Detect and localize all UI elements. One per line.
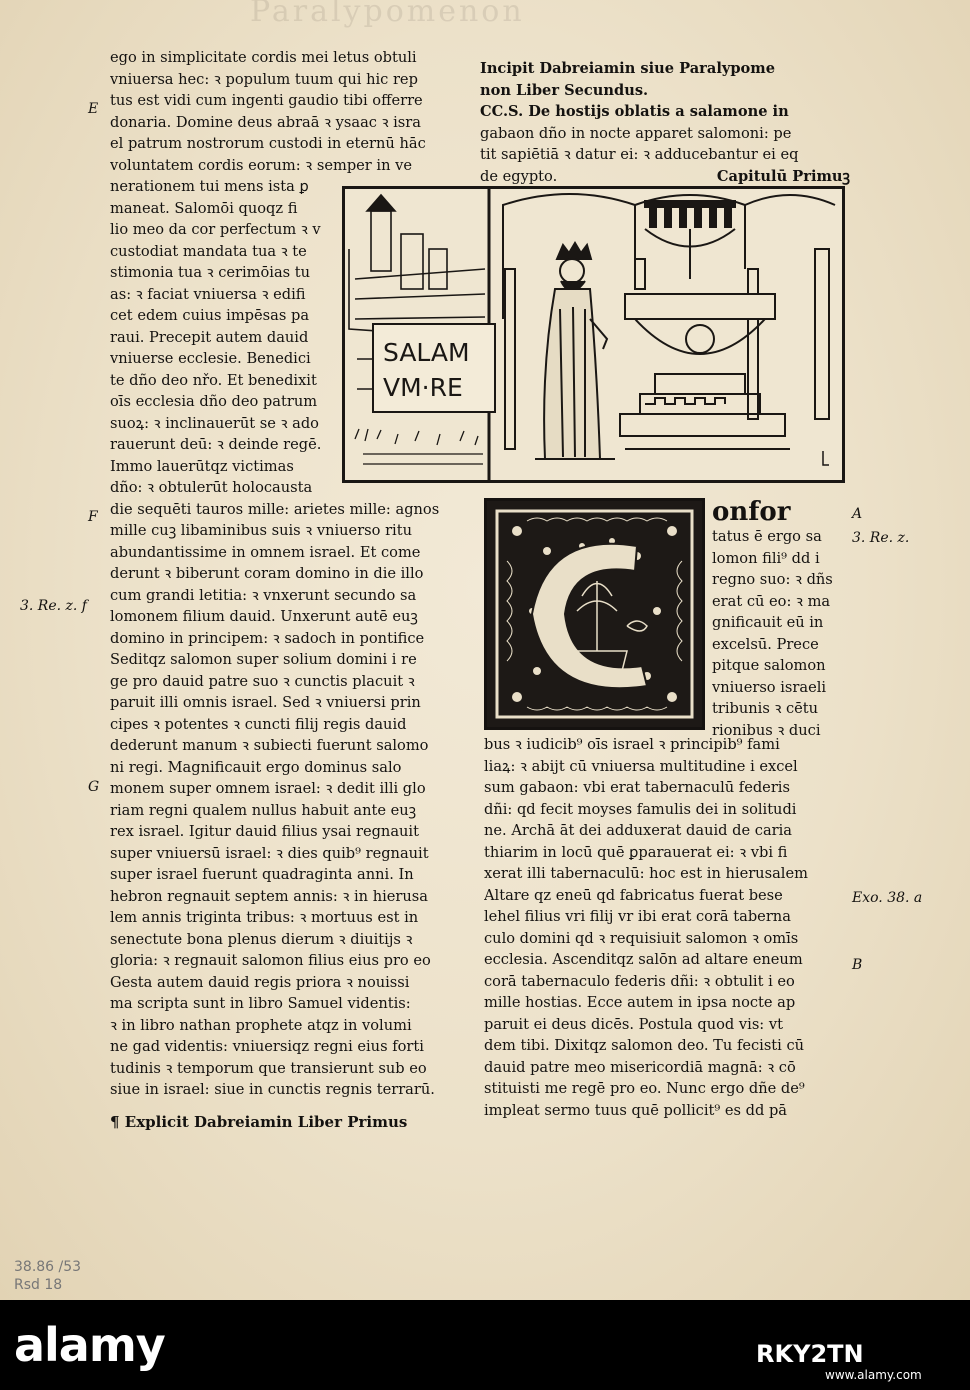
text-line: voluntatem cordis eorum: ꝛ semper in ve — [110, 156, 413, 174]
text-line: pitque salomon — [712, 657, 826, 674]
text-line: dñi: qd fecit moyses famulis dei in solitudi — [484, 800, 797, 818]
margin-note-e: E — [88, 101, 99, 117]
text-line: liaꝝ: ꝛ abijt cū vniuersa multitudine i excel — [484, 757, 798, 775]
text-line: derunt ꝛ biberunt coram domino in die illo — [110, 565, 424, 582]
text-line: vniuerse ecclesie. Benedici — [110, 350, 311, 367]
text-line: sum gabaon: vbi erat tabernaculū federis — [484, 779, 790, 796]
text-line: Gesta autem dauid regis priora ꝛ nouissi — [110, 973, 410, 991]
text-line: dederunt manum ꝛ subiecti fuerunt salomo — [110, 737, 429, 754]
text-line: el patrum nostrorum custodi in eternū hāc — [110, 135, 426, 152]
text-line: riam regni qualem nullus habuit ante euꝫ — [110, 801, 417, 819]
text-line: oīs ecclesia dño deo patrum — [110, 393, 318, 410]
text-line: Seditqz salomon super solium domini i re — [110, 651, 417, 668]
text-line: dño: ꝛ obtulerūt holocausta — [110, 479, 313, 496]
text-line: ne gad videntis: vniuersiqz regni eius forti — [110, 1038, 424, 1055]
text-line: erat cū eo: ꝛ ma — [712, 592, 831, 610]
text-line: corā tabernaculo federis dñi: ꝛ obtulit i eo — [484, 972, 795, 990]
margin-note-a: A — [852, 506, 863, 522]
text-line: suoꝝ: ꝛ inclinauerūt se ꝛ ado — [110, 414, 319, 432]
text-line: tatus ē ergo sa — [712, 528, 822, 545]
text-line: paruit ei deus dicēs. Postula quod vis: vt — [484, 1015, 783, 1033]
text-line: stituisti me regē pro eo. Nunc ergo dñe de⁹ — [484, 1080, 805, 1097]
text-line: donaria. Domine deus abraā ꝛ ysaac ꝛ isra — [110, 113, 421, 131]
text-line: rionibus ꝛ duci — [712, 721, 821, 739]
text-line: mille hostias. Ecce autem in ipsa nocte ap — [484, 994, 796, 1011]
margin-note-g: G — [88, 779, 100, 795]
text-line: gloria: ꝛ regnauit salomon filius eius pro eo — [110, 952, 431, 969]
text-line: lehel filius vri filij vr ibi erat corā taberna — [484, 908, 791, 925]
text-line: regno suo: ꝛ dñs — [712, 571, 833, 588]
text-line: dauid patre meo misericordiā magnā: ꝛ cō — [484, 1058, 796, 1076]
text-line: vniuerso israeli — [712, 678, 827, 696]
text-line: Incipit Dabreiamin siue Paralypome — [480, 60, 776, 77]
text-line: CC.S. De hostijs oblatis a salamone in — [480, 103, 789, 120]
paragraph-mark-icon: ¶ — [110, 1113, 120, 1131]
margin-note-f: F — [88, 509, 98, 525]
text-line: cipes ꝛ potentes ꝛ cuncti filij regis dauid — [110, 715, 407, 733]
text-line: onfor — [712, 498, 791, 526]
text-line: domino in principem: ꝛ sadoch in pontifice — [110, 629, 425, 647]
text-line: abundantissime in omnem israel. Et come — [110, 543, 421, 561]
text-line: mille cuꝫ libaminibus suis ꝛ vniuerso ritu — [110, 522, 412, 539]
text-line: gabaon dño in nocte apparet salomoni: pe — [480, 124, 792, 142]
decorated-initial-c — [484, 498, 705, 730]
text-line: raui. Precepit autem dauid — [110, 328, 309, 346]
site-url: www.alamy.com — [825, 1368, 922, 1382]
text-line: ego in simplicitate cordis mei letus obtuli — [110, 49, 417, 66]
text-line: stimonia tua ꝛ cerimōias tu — [110, 264, 311, 281]
text-line: hebron regnauit septem annis: ꝛ in hierusa — [110, 887, 428, 905]
margin-note-exo: Exo. 38. a — [852, 890, 923, 906]
text-line: cum grandi letitia: ꝛ vnxerunt secundo sa — [110, 586, 417, 604]
text-line: thiarim in locū quē ꝑparauerat ei: ꝛ vbi fi — [484, 843, 788, 861]
text-line: culo domini qd ꝛ requisiuit salomon ꝛ omīs — [484, 929, 799, 947]
text-line: super israel fuerunt quadraginta anni. In — [110, 866, 414, 883]
text-line: paruit illi omnis israel. Sed ꝛ vniuersi prin — [110, 694, 421, 711]
text-line: as: ꝛ faciat vniuersa ꝛ edifi — [110, 285, 306, 303]
margin-note-3rez-left: 3. Re. z. f — [20, 598, 87, 614]
text-line: custodiat mandata tua ꝛ te — [110, 242, 307, 260]
right-top-heading — [480, 58, 850, 187]
text-line: ni regi. Magnificauit ergo dominus salo — [110, 758, 402, 776]
text-line: lio meo da cor perfectum ꝛ v — [110, 221, 321, 238]
text-line: die sequēti tauros mille: arietes mille: agnos — [110, 500, 440, 518]
text-line: xerat illi tabernaculū: hoc est in hierusalem — [484, 865, 808, 882]
text-line: dem tibi. Dixitqz salomon deo. Tu fecisti cū — [484, 1037, 805, 1054]
text-line: ecclesia. Ascenditqz salōn ad altare eneum — [484, 951, 803, 968]
text-line: excelsū. Prece — [712, 635, 819, 653]
text-line: monem super omnem israel: ꝛ dedit illi glo — [110, 780, 426, 797]
text-line: tribunis ꝛ cētu — [712, 700, 819, 717]
show-through-text: Paralypomenon — [250, 0, 525, 29]
text-line: ꝛ in libro nathan prophete atqz in volumi — [110, 1016, 412, 1034]
text-line: siue in israel: siue in cunctis regnis terrarū. — [110, 1081, 435, 1098]
text-line: cet edem cuius impēsas pa — [110, 307, 310, 324]
text-line: tudinis ꝛ temporum que transierunt sub eo — [110, 1059, 427, 1077]
margin-note-b: B — [852, 957, 863, 973]
text-line: non Liber Secundus. — [480, 81, 649, 99]
text-line: rauerunt deū: ꝛ deinde regē. — [110, 436, 322, 453]
text-line: ge pro dauid patre suo ꝛ cunctis placuit ꝛ — [110, 672, 415, 690]
woodcut-illustration — [342, 186, 845, 483]
text-line: rex israel. Igitur dauid filius ysai regnauit — [110, 823, 419, 840]
text-line: super vniuersū israel: ꝛ dies quib⁹ regnauit — [110, 844, 429, 862]
text-line: tit sapiētiā ꝛ datur ei: ꝛ adducebantur ei eq — [480, 146, 799, 163]
text-line: tus est vidi cum ingenti gaudio tibi offerre — [110, 92, 423, 109]
text-line: Altare qz eneū qd fabricatus fuerat bese — [484, 886, 783, 904]
text-line: impleat sermo tuus quē pollicit⁹ es dd pā — [484, 1101, 787, 1119]
initial-c-ornament — [487, 501, 702, 727]
text-line: lomon fili⁹ dd i — [712, 549, 820, 567]
alamy-logo — [14, 1318, 165, 1372]
text-line: lomonem filium dauid. Unxerunt autē euꝫ — [110, 608, 418, 625]
king-solomon-woodcut — [345, 189, 842, 480]
text-line: gnificauit eū in — [712, 614, 824, 631]
text-line: vniuersa hec: ꝛ populum tuum qui hic rep — [110, 70, 418, 88]
right-bottom-column — [484, 734, 854, 1121]
text-line: bus ꝛ iudicib⁹ oīs israel ꝛ principib⁹ fami — [484, 736, 780, 753]
text-line: te dño deo nřo. Et benedixit — [110, 371, 317, 389]
logo-full: alamy — [14, 1318, 165, 1372]
text-line: Immo lauerūtqz victimas — [110, 457, 294, 475]
right-beside-initial — [712, 498, 862, 741]
margin-note-3rez-right: 3. Re. z. — [852, 530, 910, 546]
image-id: RKY2TN — [756, 1340, 864, 1368]
text-line: ne. Archā āt dei adduxerat dauid de caria — [484, 822, 792, 839]
text-line: maneat. Salomōi quoqz fi — [110, 199, 298, 217]
text-line: ma scripta sunt in libro Samuel videntis: — [110, 995, 411, 1012]
pencil-annotation: 38.86 /53 Rsd 18 — [14, 1259, 82, 1293]
text-line: senectute bona plenus dierum ꝛ diuitijs ꝛ — [110, 930, 413, 948]
woodcut-label-2: VM·RE — [383, 373, 463, 402]
woodcut-label-1: SALAM — [383, 338, 470, 367]
text-line: de egypto. — [480, 167, 558, 185]
text-line: lem annis triginta tribus: ꝛ mortuus est in — [110, 909, 419, 926]
explicit-line: ¶ Explicit Dabreiamin Liber Primus — [110, 1113, 408, 1131]
text-line: nerationem tui mens ista ꝑ — [110, 178, 309, 195]
text-line: Capitulū Primuꝫ — [716, 167, 850, 185]
